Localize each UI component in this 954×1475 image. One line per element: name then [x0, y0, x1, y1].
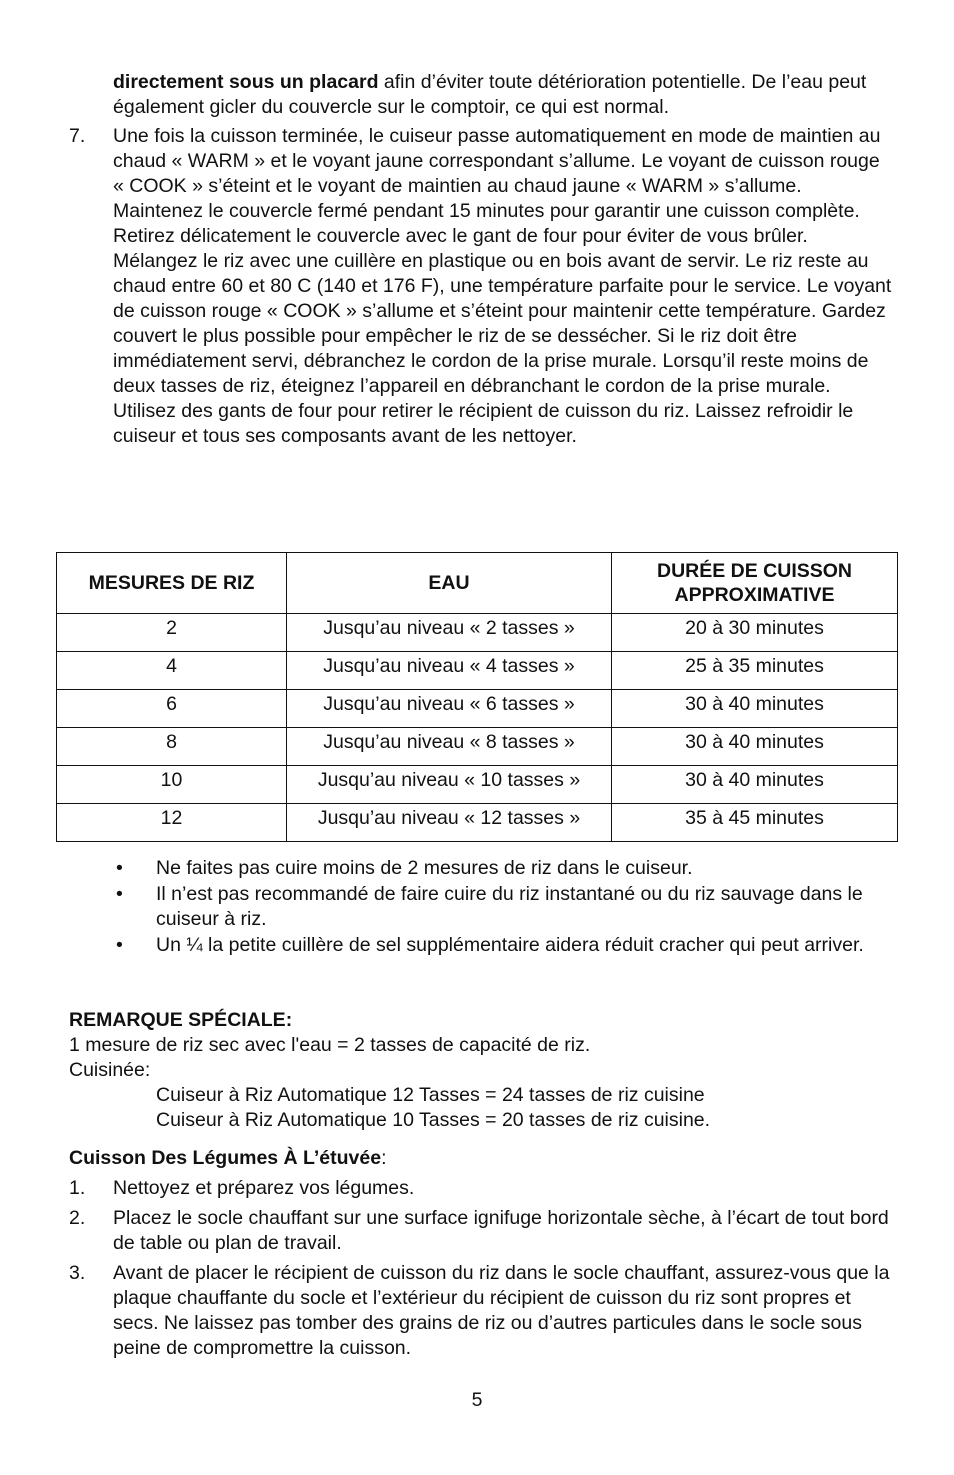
cell-measure: 4	[57, 652, 287, 690]
cell-measure: 8	[57, 728, 287, 766]
bullet-item: Un ¼ la petite cuillère de sel supplémentaire aidera réduit cracher qui peut arriver.	[156, 934, 864, 956]
page-number: 5	[471, 1389, 483, 1411]
step-7-number: 7.	[69, 125, 86, 147]
intro-paragraph	[113, 70, 893, 120]
table-row	[57, 690, 898, 728]
cell-measure: 2	[57, 614, 287, 652]
table-row	[57, 804, 898, 842]
cell-time: 30 à 40 minutes	[612, 690, 898, 728]
remark-line-3: Cuiseur à Riz Automatique 12 Tasses = 24 tasses de riz cuisine	[156, 1084, 705, 1106]
remark-line-1: 1 mesure de riz sec avec l'eau = 2 tasses de capacité de riz.	[69, 1034, 591, 1056]
steam-step-text: Placez le socle chauffant sur une surface ignifuge horizontale sèche, à l’écart de tout bord de table ou plan de travail.	[113, 1207, 889, 1254]
remark-heading: REMARQUE SPÉCIALE:	[69, 1009, 293, 1031]
table-row	[57, 614, 898, 652]
cell-measure: 12	[57, 804, 287, 842]
table-row	[57, 766, 898, 804]
steam-heading	[69, 1146, 889, 1171]
steam-step-number: 3.	[69, 1262, 86, 1284]
header-cook-time: DURÉE DE CUISSON APPROXIMATIVE	[612, 553, 898, 614]
table-header-row	[57, 553, 898, 614]
intro-bold-text: directement sous un placard	[113, 71, 379, 93]
cell-water: Jusqu’au niveau « 12 tasses »	[287, 804, 612, 842]
steam-heading-text: Cuisson Des Légumes À L’étuvée	[69, 1147, 382, 1169]
bullet-icon: •	[116, 857, 123, 879]
remark-line-4: Cuiseur à Riz Automatique 10 Tasses = 20 tasses de riz cuisine.	[156, 1109, 711, 1131]
cell-water: Jusqu’au niveau « 2 tasses »	[287, 614, 612, 652]
cell-measure: 6	[57, 690, 287, 728]
bullet-icon: •	[116, 883, 123, 905]
bullet-icon: •	[116, 934, 123, 956]
steam-step-text: Avant de placer le récipient de cuisson du riz dans le socle chauffant, assurez-vous que la plaque chauffante du socle et l’extérieur du récipient de cuisson du riz sont propres et secs. Ne laissez pas tomber des grains de riz ou d’autres particules dans le socle sous peine de compromettre la cuisson.	[113, 1262, 890, 1359]
header-water: EAU	[287, 553, 612, 614]
header-rice-measures: MESURES DE RIZ	[57, 553, 287, 614]
cell-water: Jusqu’au niveau « 6 tasses »	[287, 690, 612, 728]
cell-water: Jusqu’au niveau « 10 tasses »	[287, 766, 612, 804]
cell-time: 20 à 30 minutes	[612, 614, 898, 652]
bullet-item: Ne faites pas cuire moins de 2 mesures de riz dans le cuiseur.	[156, 857, 693, 879]
cell-time: 30 à 40 minutes	[612, 728, 898, 766]
cell-time: 30 à 40 minutes	[612, 766, 898, 804]
cell-water: Jusqu’au niveau « 4 tasses »	[287, 652, 612, 690]
cell-time: 25 à 35 minutes	[612, 652, 898, 690]
steam-step-number: 1.	[69, 1177, 86, 1199]
cell-time: 35 à 45 minutes	[612, 804, 898, 842]
table-row	[57, 728, 898, 766]
steam-step-text: Nettoyez et préparez vos légumes.	[113, 1177, 415, 1199]
table-row	[57, 652, 898, 690]
steam-heading-colon: :	[381, 1147, 387, 1169]
bullet-item: Il n’est pas recommandé de faire cuire du riz instantané ou du riz sauvage dans le cuiseur à riz.	[156, 883, 863, 930]
intro-text: afin d’éviter toute détérioration potentielle. De l’eau peut également gicler du couvercle sur le comptoir, ce qui est normal.	[113, 71, 867, 118]
step-7-text: Une fois la cuisson terminée, le cuiseur passe automatiquement en mode de maintien au chaud « WARM » et le voyant jaune correspondant s’allume. Le voyant de cuisson rouge « COOK » s’éteint et le voyant de maintien au chaud jaune « WARM » s’allume. Maintenez le couvercle fermé pendant 15 minutes pour garantir une cuisson complète. Retirez délicatement le couvercle avec le gant de four pour éviter de vous brûler. Mélangez le riz avec une cuillère en plastique ou en bois avant de servir. Le riz reste au chaud entre 60 et 80 C (140 et 176 F), une température parfaite pour le service. Le voyant de cuisson rouge « COOK » s’allume et s’éteint pour maintenir cette température. Gardez couvert le plus possible pour empêcher le riz de se dessécher. Si le riz doit être immédiatement servi, débranchez le cordon de la prise murale. Lorsqu’il reste moins de deux tasses de riz, éteignez l’appareil en débranchant le cordon de la prise murale. Utilisez des gants de four pour retirer le récipient de cuisson du riz. Laissez refroidir le cuiseur et tous ses composants avant de les nettoyer.	[113, 125, 892, 447]
cell-water: Jusqu’au niveau « 8 tasses »	[287, 728, 612, 766]
rice-measure-table	[56, 552, 898, 842]
remark-line-2: Cuisinée:	[69, 1059, 151, 1081]
steam-step-number: 2.	[69, 1207, 86, 1229]
cell-measure: 10	[57, 766, 287, 804]
